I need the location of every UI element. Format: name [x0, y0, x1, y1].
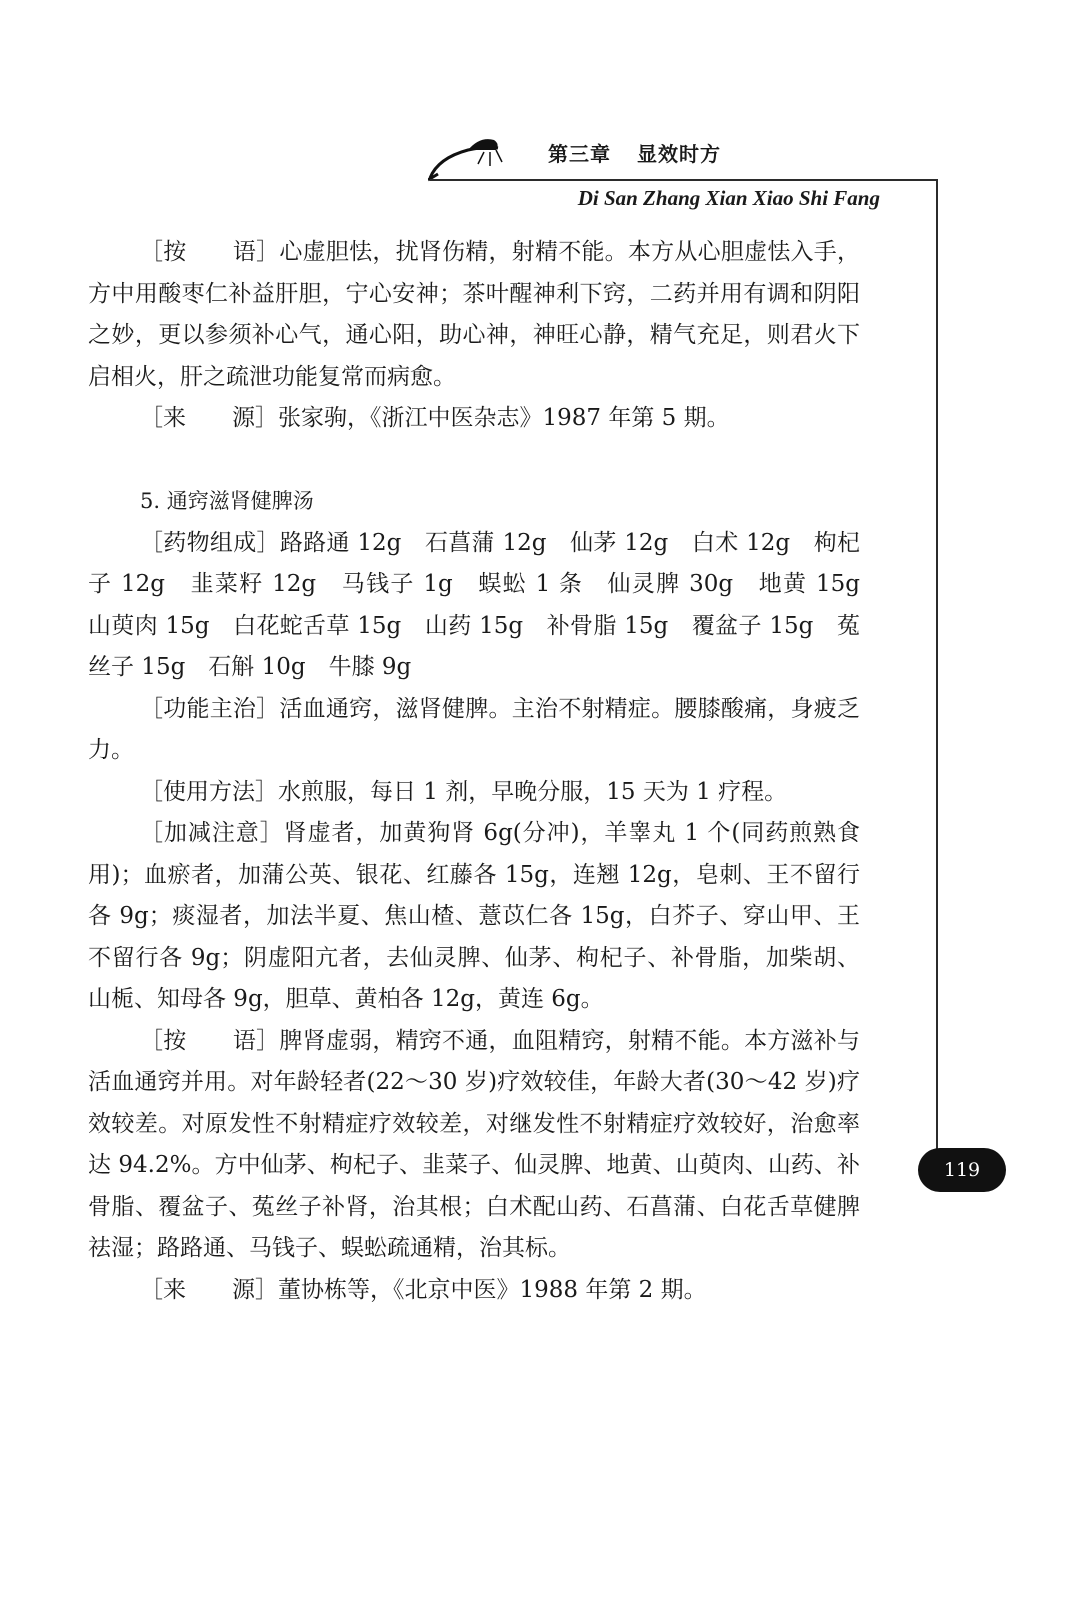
note-label: ［按 语］	[140, 1027, 280, 1054]
usage-text: 水煎服，每日 1 剂，早晚分服，15 天为 1 疗程。	[278, 778, 788, 805]
prev-source-text: 张家驹，《浙江中医杂志》1987 年第 5 期。	[278, 405, 730, 431]
function-text: 活血通窍，滋肾健脾。主治不射精症。腰膝酸痛，身疲乏力。	[88, 695, 861, 763]
modification-label: ［加减注意］	[140, 820, 284, 846]
section-gap	[88, 440, 860, 482]
composition-text: 路路通 12g 石菖蒲 12g 仙茅 12g 白术 12g 枸杞子 12g 韭菜籽 12g 马钱子 1g 蜈蚣 1 条 仙灵脾 30g 地黄 15g 山萸肉 15g 白花蛇舌草 15g 山药 15g 补骨脂 15g 覆盆子 15g 菟丝子 15g 石斛 10g 牛膝 9g	[88, 529, 883, 680]
prev-source-label: ［来 源］	[140, 405, 278, 431]
composition-paragraph	[88, 523, 883, 689]
chapter-number: 第三章	[548, 142, 611, 166]
note-text: 脾肾虚弱，精窍不通，血阻精窍，射精不能。本方滋补与活血通窍并用。对年龄轻者(22～30 岁)疗效较佳，年龄大者(30～42 岁)疗效较差。对原发性不射精症疗效较差，对继发性不射精症疗效较好，治愈率达 94.2%。方中仙茅、枸杞子、韭菜子、仙灵脾、地黄、山萸肉、山药、补骨脂、覆盆子、菟丝子补肾，治其根；白术配山药、石菖蒲、白花舌草健脾祛湿；路路通、马钱子、蜈蚣疏通精，治其标。	[88, 1027, 861, 1261]
margin-rule	[936, 179, 938, 1159]
page-body	[88, 232, 883, 1311]
modification-text: 肾虚者，加黄狗肾 6g(分冲)，羊睾丸 1 个(同药煎熟食用)；血瘀者，加蒲公英、银花、红藤各 15g，连翘 12g，皂刺、王不留行各 9g；痰湿者，加法半夏、焦山楂、薏苡仁各 15g，白芥子、穿山甲、王不留行各 9g；阴虚阳亢者，去仙灵脾、仙茅、枸杞子、补骨脂，加柴胡、山栀、知母各 9g，胆草、黄柏各 12g，黄连 6g。	[88, 820, 861, 1012]
source-paragraph	[88, 1270, 860, 1312]
prescription-title: 5. 通窍滋肾健脾汤	[140, 489, 314, 513]
page-number-tab: 119	[918, 1148, 1006, 1192]
header-rule	[430, 179, 938, 181]
modification-paragraph	[88, 813, 860, 1021]
source-label: ［来 源］	[140, 1276, 278, 1303]
prev-note-text: 心虚胆怯，扰肾伤精，射精不能。本方从心胆虚怯入手，方中用酸枣仁补益肝胆，宁心安神；茶叶醒神利下窍，二药并用有调和阴阳之妙，更以参须补心气，通心阳，助心神，神旺心静，精气充足，则君火下启相火，肝之疏泄功能复常而病愈。	[88, 239, 861, 390]
chapter-pinyin: Di San Zhang Xian Xiao Shi Fang	[577, 186, 880, 210]
chapter-header	[548, 138, 721, 167]
composition-label: ［药物组成］	[140, 529, 280, 556]
prev-note-paragraph	[88, 232, 860, 398]
prev-source-paragraph	[88, 398, 860, 440]
usage-paragraph	[88, 772, 860, 814]
function-paragraph	[88, 689, 860, 772]
note-paragraph	[88, 1021, 860, 1270]
chapter-title: 显效时方	[637, 142, 721, 166]
function-label: ［功能主治］	[140, 695, 280, 722]
usage-label: ［使用方法］	[140, 778, 278, 805]
lamp-ornament-icon	[428, 128, 508, 184]
source-text: 董协栋等，《北京中医》1988 年第 2 期。	[278, 1276, 707, 1303]
prev-note-label: ［按 语］	[140, 239, 280, 265]
